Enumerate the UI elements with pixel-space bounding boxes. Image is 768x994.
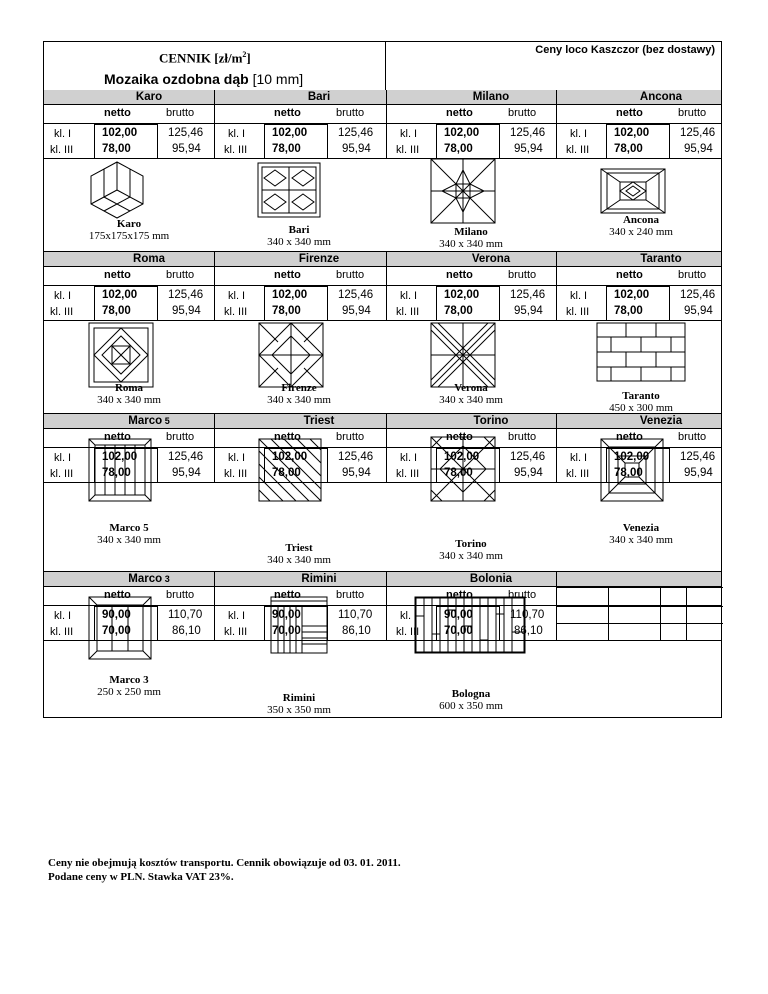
pattern-size: 450 x 300 mm — [609, 402, 673, 414]
brutto-header: brutto — [336, 589, 365, 601]
brutto-class-1: 110,70 — [510, 609, 545, 621]
brutto-class-1: 125,46 — [510, 127, 546, 139]
brutto-class-3: 95,94 — [684, 143, 713, 155]
column-divider — [386, 90, 387, 158]
pattern-size: 340 x 340 mm — [439, 238, 503, 250]
triest-pattern-drawing — [258, 438, 322, 502]
column-divider — [214, 414, 215, 482]
class-3-label: kl. III — [396, 306, 420, 318]
brutto-class-1: 125,46 — [338, 289, 374, 301]
product-bologna — [386, 572, 556, 720]
pattern-size: 340 x 240 mm — [609, 226, 673, 238]
brutto-class-3: 95,94 — [342, 143, 371, 155]
pattern-caption — [386, 538, 556, 562]
netto-class-1: 90,00 — [102, 609, 131, 621]
product-band-3 — [44, 413, 721, 572]
netto-header: netto — [104, 269, 131, 281]
netto-header: netto — [274, 269, 301, 281]
brutto-header: brutto — [678, 431, 707, 443]
pattern-caption — [214, 542, 384, 566]
class-1-label: kl. I — [228, 452, 246, 464]
brutto-class-3: 86,10 — [172, 625, 201, 637]
column-divider — [556, 252, 557, 320]
brutto-header: brutto — [166, 107, 195, 119]
netto-class-1: 102,00 — [272, 451, 308, 463]
pattern-name: Firenze — [281, 382, 317, 394]
netto-header: netto — [616, 269, 643, 281]
pattern-name: Marco 3 — [109, 674, 149, 686]
product-name: Marco 5 — [128, 415, 170, 427]
pattern-name: Marco 5 — [109, 522, 149, 534]
product-name: Ancona — [639, 91, 683, 103]
pattern-caption — [44, 382, 214, 406]
product-milano — [386, 90, 556, 251]
karo-pattern-drawing — [87, 160, 147, 220]
brutto-class-3: 95,94 — [172, 143, 201, 155]
marco-3-pattern-drawing — [88, 596, 152, 660]
column-divider — [556, 90, 557, 158]
brutto-class-1: 125,46 — [338, 451, 374, 463]
product-name: Venezia — [639, 415, 683, 427]
brutto-class-1: 110,70 — [168, 609, 203, 621]
netto-class-1: 102,00 — [444, 289, 480, 301]
product-triest — [214, 414, 384, 572]
pattern-name: Rimini — [282, 692, 316, 704]
class-1-label: kl. I — [54, 128, 72, 140]
product-marco-5 — [44, 414, 214, 572]
pattern-caption — [214, 382, 384, 406]
brutto-class-3: 86,10 — [514, 625, 543, 637]
netto-class-1: 102,00 — [614, 127, 650, 139]
marco-5-pattern-drawing — [88, 438, 152, 502]
brutto-class-1: 125,46 — [338, 127, 374, 139]
product-taranto — [556, 252, 726, 414]
pattern-caption — [386, 688, 556, 712]
netto-class-3: 70,00 — [444, 625, 473, 637]
product-name: Bolonia — [469, 573, 513, 585]
rimini-pattern-drawing — [270, 596, 328, 654]
class-1-label: kl. I — [54, 290, 72, 302]
brutto-class-3: 95,94 — [514, 143, 543, 155]
brutto-class-3: 95,94 — [172, 305, 201, 317]
class-3-label: kl. III — [566, 468, 590, 480]
brutto-class-3: 86,10 — [342, 625, 371, 637]
pattern-name: Bari — [288, 224, 310, 236]
product-bari — [214, 90, 384, 251]
pattern-name: Bologna — [451, 688, 491, 700]
pattern-size: 175x175x175 mm — [88, 230, 170, 242]
class-3-label: kl. III — [50, 306, 74, 318]
class-1-label: kl. I — [400, 452, 418, 464]
brutto-header: brutto — [336, 431, 365, 443]
brutto-class-1: 125,46 — [168, 289, 204, 301]
netto-class-1: 90,00 — [444, 609, 473, 621]
delivery-note: Ceny loco Kaszczor (bez dostawy) — [535, 44, 715, 56]
netto-class-1: 102,00 — [444, 127, 480, 139]
class-1-label: kl. I — [570, 128, 588, 140]
price-table — [43, 41, 722, 718]
netto-header: netto — [616, 107, 643, 119]
brutto-class-3: 95,94 — [172, 467, 201, 479]
pattern-name: Ancona — [622, 214, 660, 226]
column-divider — [556, 414, 557, 482]
netto-header: netto — [104, 431, 131, 443]
product-marco-3 — [44, 572, 214, 720]
bologna-pattern-drawing — [414, 596, 526, 654]
bari-pattern-drawing — [257, 162, 321, 218]
product-verona — [386, 252, 556, 414]
netto-class-3: 78,00 — [444, 305, 473, 317]
netto-class-3: 78,00 — [102, 143, 131, 155]
pattern-name: Torino — [455, 538, 487, 550]
pattern-caption — [386, 382, 556, 406]
brutto-class-1: 125,46 — [510, 451, 546, 463]
pattern-caption — [214, 224, 384, 248]
pattern-size: 250 x 250 mm — [97, 686, 161, 698]
venezia-pattern-drawing — [600, 438, 664, 502]
product-name: Triest — [303, 415, 335, 427]
table-header — [44, 42, 721, 91]
pattern-size: 340 x 340 mm — [609, 534, 673, 546]
netto-class-1: 102,00 — [272, 289, 308, 301]
brutto-header: brutto — [336, 269, 365, 281]
pattern-caption — [214, 692, 384, 716]
pattern-name: Verona — [454, 382, 488, 394]
product-name: Karo — [135, 91, 163, 103]
pattern-name: Karo — [116, 218, 142, 230]
price-list-title: CENNIK $[zł/m^2]$ — [159, 50, 251, 66]
prices-divider — [44, 320, 721, 321]
netto-class-1: 102,00 — [102, 451, 138, 463]
product-name: Milano — [472, 91, 510, 103]
brutto-class-1: 110,70 — [338, 609, 373, 621]
pattern-size: 350 x 350 mm — [267, 704, 331, 716]
class-1-label: kl. I — [570, 452, 588, 464]
pattern-name: Milano — [454, 226, 488, 238]
pattern-size: 340 x 340 mm — [267, 236, 331, 248]
pattern-caption — [44, 674, 214, 698]
pattern-name: Taranto — [622, 390, 660, 402]
product-name: Firenze — [298, 253, 340, 265]
netto-class-3: 70,00 — [272, 625, 301, 637]
brutto-class-1: 125,46 — [680, 451, 716, 463]
pattern-caption — [44, 218, 214, 242]
column-divider — [386, 252, 387, 320]
netto-header: netto — [274, 431, 301, 443]
column-divider — [214, 572, 215, 640]
class-3-label: kl. III — [224, 468, 248, 480]
netto-header: netto — [104, 107, 131, 119]
netto-class-3: 78,00 — [444, 467, 473, 479]
footer-line-2: Podane ceny w PLN. Stawka VAT 23%. — [48, 871, 234, 883]
netto-class-3: 70,00 — [102, 625, 131, 637]
product-karo — [44, 90, 214, 251]
netto-class-3: 78,00 — [614, 143, 643, 155]
product-venezia — [556, 414, 726, 572]
product-name: Marco 3 — [128, 573, 170, 585]
class-1-label: kl. I — [400, 290, 418, 302]
netto-header: netto — [274, 589, 301, 601]
product-rimini — [214, 572, 384, 720]
product-roma — [44, 252, 214, 414]
prices-divider — [44, 640, 721, 641]
pattern-name: Roma — [114, 382, 144, 394]
class-1-label: kl. I — [570, 290, 588, 302]
brutto-header: brutto — [508, 431, 537, 443]
brutto-header: brutto — [508, 107, 537, 119]
product-name: Rimini — [301, 573, 337, 585]
netto-header: netto — [446, 107, 473, 119]
class-3-label: kl. III — [50, 468, 74, 480]
product-ancona — [556, 90, 726, 251]
roma-pattern-drawing — [88, 322, 154, 388]
brutto-class-3: 95,94 — [342, 305, 371, 317]
brutto-class-1: 125,46 — [510, 289, 546, 301]
netto-class-1: 102,00 — [272, 127, 308, 139]
brutto-class-3: 95,94 — [342, 467, 371, 479]
pattern-caption — [556, 390, 726, 414]
netto-class-1: 90,00 — [272, 609, 301, 621]
product-name: Torino — [473, 415, 509, 427]
class-1-label: kl. I — [228, 128, 246, 140]
product-torino — [386, 414, 556, 572]
brutto-class-3: 95,94 — [514, 467, 543, 479]
class-3-label: kl. III — [396, 144, 420, 156]
netto-class-1: 102,00 — [614, 451, 650, 463]
prices-divider — [44, 158, 721, 159]
class-1-label: kl. I — [400, 128, 418, 140]
brutto-class-1: 125,46 — [168, 451, 204, 463]
class-3-label: kl. III — [566, 144, 590, 156]
product-name: Bari — [307, 91, 331, 103]
netto-class-3: 78,00 — [102, 305, 131, 317]
milano-pattern-drawing — [430, 158, 496, 224]
brutto-header: brutto — [678, 269, 707, 281]
column-divider — [386, 414, 387, 482]
pattern-size: 340 x 340 mm — [439, 550, 503, 562]
pattern-caption — [556, 214, 726, 238]
netto-class-3: 78,00 — [614, 467, 643, 479]
netto-class-3: 78,00 — [272, 467, 301, 479]
brutto-class-1: 125,46 — [680, 289, 716, 301]
pattern-caption — [556, 522, 726, 546]
pattern-size: 340 x 340 mm — [97, 394, 161, 406]
class-1-label: kl. I — [400, 610, 418, 622]
pattern-name: Venezia — [622, 522, 660, 534]
prices-divider — [44, 482, 721, 483]
brutto-header: brutto — [166, 269, 195, 281]
netto-class-3: 78,00 — [444, 143, 473, 155]
class-3-label: kl. III — [396, 468, 420, 480]
firenze-pattern-drawing — [258, 322, 324, 388]
netto-header: netto — [446, 431, 473, 443]
netto-class-3: 78,00 — [614, 305, 643, 317]
class-3-label: kl. III — [566, 306, 590, 318]
product-firenze — [214, 252, 384, 414]
column-divider — [386, 572, 387, 640]
product-name-suffix: 5 — [164, 416, 170, 426]
taranto-pattern-drawing — [596, 322, 686, 382]
netto-class-1: 102,00 — [102, 289, 138, 301]
empty-cells — [556, 587, 723, 641]
brutto-class-1: 125,46 — [680, 127, 716, 139]
netto-header: netto — [446, 269, 473, 281]
product-subtitle: Mozaika ozdobna dąb [10 mm] — [104, 71, 304, 87]
class-3-label: kl. III — [224, 626, 248, 638]
column-divider — [214, 252, 215, 320]
brutto-header: brutto — [508, 589, 537, 601]
pattern-size: 340 x 340 mm — [439, 394, 503, 406]
class-3-label: kl. III — [396, 626, 420, 638]
product-name: Taranto — [640, 253, 682, 265]
class-1-label: kl. I — [54, 610, 72, 622]
product-name: Verona — [471, 253, 511, 265]
product-band-4 — [44, 571, 721, 720]
pattern-size: 600 x 350 mm — [439, 700, 503, 712]
netto-class-1: 102,00 — [102, 127, 138, 139]
netto-class-1: 102,00 — [444, 451, 480, 463]
class-1-label: kl. I — [228, 610, 246, 622]
netto-class-3: 78,00 — [102, 467, 131, 479]
netto-header: netto — [446, 589, 473, 601]
netto-header: netto — [104, 589, 131, 601]
netto-header: netto — [616, 431, 643, 443]
product-band-1 — [44, 90, 721, 251]
brutto-header: brutto — [678, 107, 707, 119]
class-1-label: kl. I — [228, 290, 246, 302]
pattern-size: 340 x 340 mm — [267, 554, 331, 566]
product-name: Roma — [133, 253, 165, 265]
class-1-label: kl. I — [54, 452, 72, 464]
product-name-suffix: 3 — [164, 574, 170, 584]
footer-notes — [48, 856, 401, 884]
netto-class-1: 102,00 — [614, 289, 650, 301]
product-band-2 — [44, 251, 721, 414]
pattern-caption — [44, 522, 214, 546]
netto-header: netto — [274, 107, 301, 119]
brutto-header: brutto — [166, 589, 195, 601]
class-3-label: kl. III — [224, 144, 248, 156]
brutto-class-3: 95,94 — [514, 305, 543, 317]
pattern-size: 340 x 340 mm — [267, 394, 331, 406]
torino-pattern-drawing — [430, 436, 496, 502]
pattern-size: 340 x 340 mm — [97, 534, 161, 546]
brutto-header: brutto — [166, 431, 195, 443]
footer-line-1: Ceny nie obejmują kosztów transportu. Cennik obowiązuje od 03. 01. 2011. — [48, 857, 401, 869]
class-3-label: kl. III — [50, 144, 74, 156]
pattern-name: Triest — [285, 542, 313, 554]
netto-class-3: 78,00 — [272, 143, 301, 155]
brutto-header: brutto — [508, 269, 537, 281]
class-3-label: kl. III — [50, 626, 74, 638]
ancona-pattern-drawing — [600, 168, 666, 214]
header-title-cell — [44, 42, 386, 90]
verona-pattern-drawing — [430, 322, 496, 388]
brutto-class-1: 125,46 — [168, 127, 204, 139]
pattern-caption — [386, 226, 556, 250]
class-3-label: kl. III — [224, 306, 248, 318]
netto-class-3: 78,00 — [272, 305, 301, 317]
brutto-header: brutto — [336, 107, 365, 119]
brutto-class-3: 95,94 — [684, 467, 713, 479]
column-divider — [214, 90, 215, 158]
brutto-class-3: 95,94 — [684, 305, 713, 317]
